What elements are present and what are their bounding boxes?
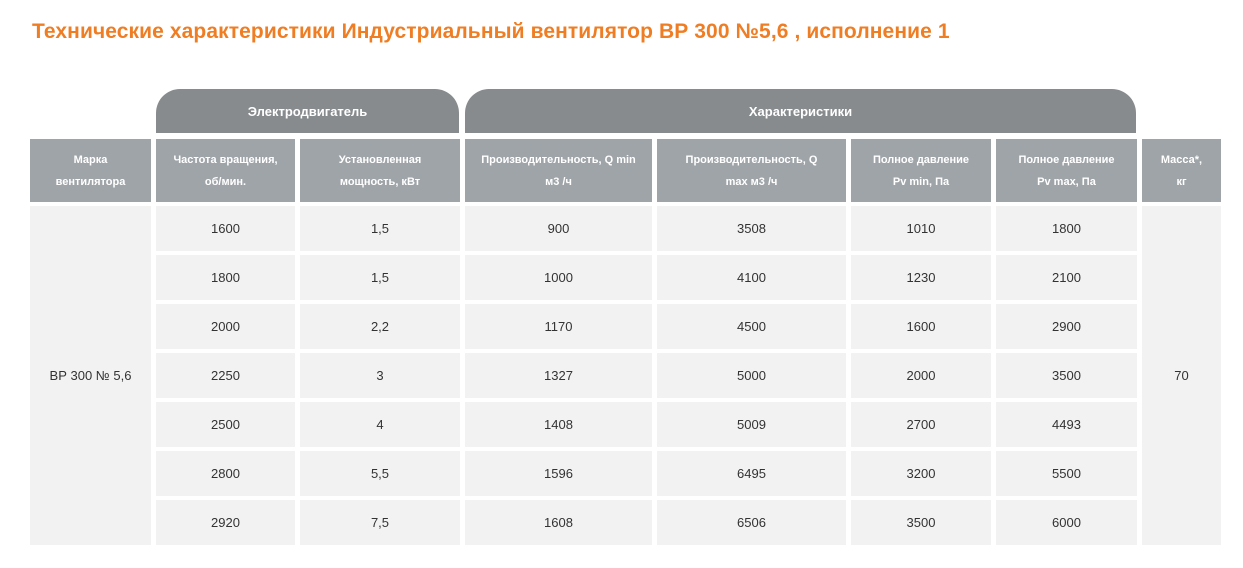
table-cell: 900 [465, 206, 652, 251]
column-header [156, 139, 295, 202]
table-cell: 1800 [156, 255, 295, 300]
table-cell: 2100 [996, 255, 1137, 300]
column-header [30, 139, 151, 202]
table-cell: 2000 [851, 353, 991, 398]
column-header-label: Полное давление Pv max, Па [1018, 153, 1115, 188]
table-cell: 3500 [996, 353, 1137, 398]
column-header [465, 139, 652, 202]
table-cell: 4493 [996, 402, 1137, 447]
table-cell: 3 [300, 353, 460, 398]
group-header-motor: Электродвигатель [156, 89, 459, 133]
column-header-label: Марка вентилятора [55, 153, 126, 188]
brand-cell: ВР 300 № 5,6 [30, 206, 151, 545]
column-header-label: Производительность, Q max м3 /ч [685, 153, 818, 188]
column-header-label: Частота вращения, об/мин. [173, 153, 278, 188]
table-cell: 1596 [465, 451, 652, 496]
table-cell: 2700 [851, 402, 991, 447]
table-cell: 4 [300, 402, 460, 447]
table-cell: 3500 [851, 500, 991, 545]
column-header [300, 139, 460, 202]
column-header-label: Полное давление Pv min, Па [872, 153, 970, 188]
table-cell: 1600 [156, 206, 295, 251]
table-cell: 5009 [657, 402, 846, 447]
table-cell: 1408 [465, 402, 652, 447]
table-cell: 4500 [657, 304, 846, 349]
table-cell: 2250 [156, 353, 295, 398]
table-cell: 6000 [996, 500, 1137, 545]
table-cell: 2500 [156, 402, 295, 447]
table-cell: 2920 [156, 500, 295, 545]
table-cell: 1230 [851, 255, 991, 300]
mass-cell: 70 [1142, 206, 1221, 545]
table-cell: 2800 [156, 451, 295, 496]
table-cell: 4100 [657, 255, 846, 300]
table-cell: 1800 [996, 206, 1137, 251]
column-header [996, 139, 1137, 202]
table-cell: 5500 [996, 451, 1137, 496]
table-cell: 1170 [465, 304, 652, 349]
table-cell: 5000 [657, 353, 846, 398]
table-cell: 2000 [156, 304, 295, 349]
table-cell: 3508 [657, 206, 846, 251]
column-header [657, 139, 846, 202]
table-cell: 1600 [851, 304, 991, 349]
table-cell: 6506 [657, 500, 846, 545]
table-cell: 3200 [851, 451, 991, 496]
group-header-characteristics: Характеристики [465, 89, 1136, 133]
table-cell: 2900 [996, 304, 1137, 349]
table-cell: 1010 [851, 206, 991, 251]
table-cell: 6495 [657, 451, 846, 496]
table-cell: 7,5 [300, 500, 460, 545]
page-title: Технические характеристики Индустриальный вентилятор ВР 300 №5,6 , исполнение 1 [32, 20, 950, 43]
column-header-label: Производительность, Q min м3 /ч [481, 153, 636, 188]
table-cell: 5,5 [300, 451, 460, 496]
table-cell: 1327 [465, 353, 652, 398]
table-cell: 1608 [465, 500, 652, 545]
table-cell: 1,5 [300, 206, 460, 251]
table-cell: 2,2 [300, 304, 460, 349]
column-header-label: Установленная мощность, кВт [338, 153, 422, 188]
table-cell: 1000 [465, 255, 652, 300]
column-header [851, 139, 991, 202]
column-header-label: Масса*, кг [1160, 153, 1203, 188]
column-header [1142, 139, 1221, 202]
table-cell: 1,5 [300, 255, 460, 300]
